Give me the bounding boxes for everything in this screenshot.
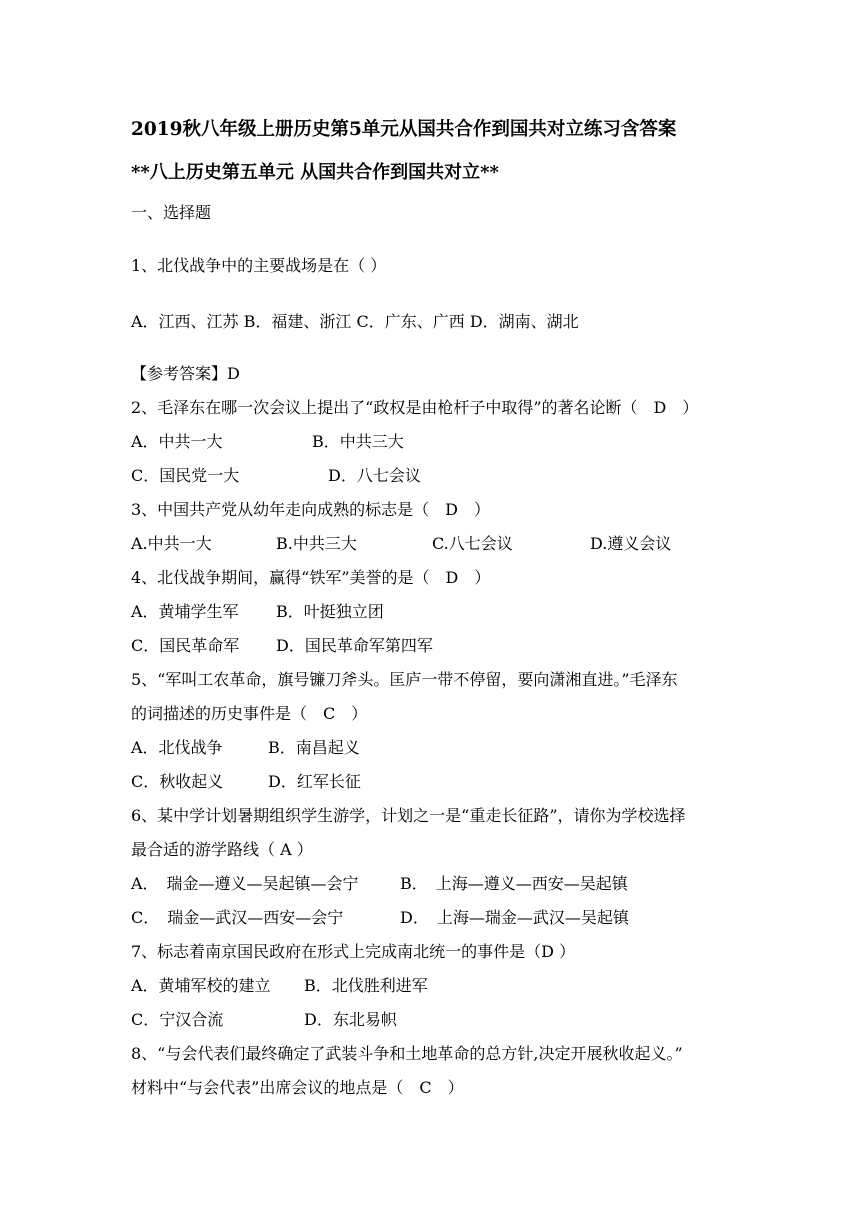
question-6-option-d: D． 上海—瑞金—武汉—吴起镇	[400, 908, 629, 927]
question-4-option-a: A．黄埔学生军	[131, 602, 239, 621]
question-7-option-d: D．东北易帜	[304, 1010, 397, 1029]
question-5-option-c: C．秋收起义	[131, 772, 224, 791]
question-6-option-b: B． 上海—遵义—西安—吴起镇	[400, 874, 628, 893]
question-8-stem-line-2: 材料中“与会代表”出席会议的地点是（ C ）	[131, 1078, 464, 1097]
question-4-option-d: D．国民革命军第四军	[276, 636, 433, 655]
question-7-option-b: B．北伐胜利进军	[304, 976, 428, 995]
document-title: 2019秋八年级上册历史第5单元从国共合作到国共对立练习含答案	[131, 119, 677, 140]
question-6-stem-line-2: 最合适的游学路线（ A ）	[131, 840, 313, 859]
question-6-option-c: C． 瑞金—武汉—西安—会宁	[131, 908, 344, 927]
question-2-option-c: C．国民党一大	[131, 466, 240, 485]
question-3-option-b: B.中共三大	[276, 534, 357, 553]
question-1-options: A．江西、江苏 B．福建、浙江 C．广东、广西 D．湖南、湖北	[131, 312, 579, 331]
question-5-stem-line-1: 5、“军叫工农革命，旗号镰刀斧头。匡庐一带不停留，要向潇湘直进。”毛泽东	[131, 670, 678, 689]
question-6-option-a: A． 瑞金—遵义—吴起镇—会宁	[131, 874, 359, 893]
question-4-stem: 4、北伐战争期间，赢得“铁军”美誉的是（ D ）	[131, 568, 491, 587]
question-4-option-b: B．叶挺独立团	[276, 602, 384, 621]
question-5-option-b: B．南昌起义	[268, 738, 360, 757]
section-heading: 一、选择题	[131, 203, 212, 222]
question-5-option-d: D．红军长征	[268, 772, 361, 791]
question-8-stem-line-1: 8、“与会代表们最终确定了武装斗争和土地革命的总方针,决定开展秋收起义。”	[131, 1044, 683, 1063]
question-1-answer: 【参考答案】D	[131, 364, 240, 383]
document-subtitle: **八上历史第五单元 从国共合作到国共对立**	[131, 162, 499, 183]
question-2-stem: 2、毛泽东在哪一次会议上提出了“政权是由枪杆子中取得”的著名论断（ D ）	[131, 398, 699, 417]
question-2-option-d: D．八七会议	[328, 466, 421, 485]
question-2-option-a: A．中共一大	[131, 432, 223, 451]
question-1-stem: 1、北伐战争中的主要战场是在（ ）	[131, 256, 387, 275]
question-7-stem: 7、标志着南京国民政府在形式上完成南北统一的事件是（D ）	[131, 942, 576, 961]
question-6-stem-line-1: 6、某中学计划暑期组织学生游学，计划之一是“重走长征路”，请你为学校选择	[131, 806, 686, 825]
question-3-stem: 3、中国共产党从幼年走向成熟的标志是（ D ）	[131, 500, 491, 519]
question-2-option-b: B．中共三大	[312, 432, 404, 451]
question-7-option-c: C．宁汉合流	[131, 1010, 224, 1029]
question-5-stem-line-2: 的词描述的历史事件是（ C ）	[131, 704, 368, 723]
question-3-option-a: A.中共一大	[131, 534, 212, 553]
question-3-option-d: D.遵义会议	[590, 534, 672, 553]
question-3-option-c: C.八七会议	[432, 534, 513, 553]
question-4-option-c: C．国民革命军	[131, 636, 240, 655]
question-5-option-a: A．北伐战争	[131, 738, 223, 757]
question-7-option-a: A．黄埔军校的建立	[131, 976, 271, 995]
